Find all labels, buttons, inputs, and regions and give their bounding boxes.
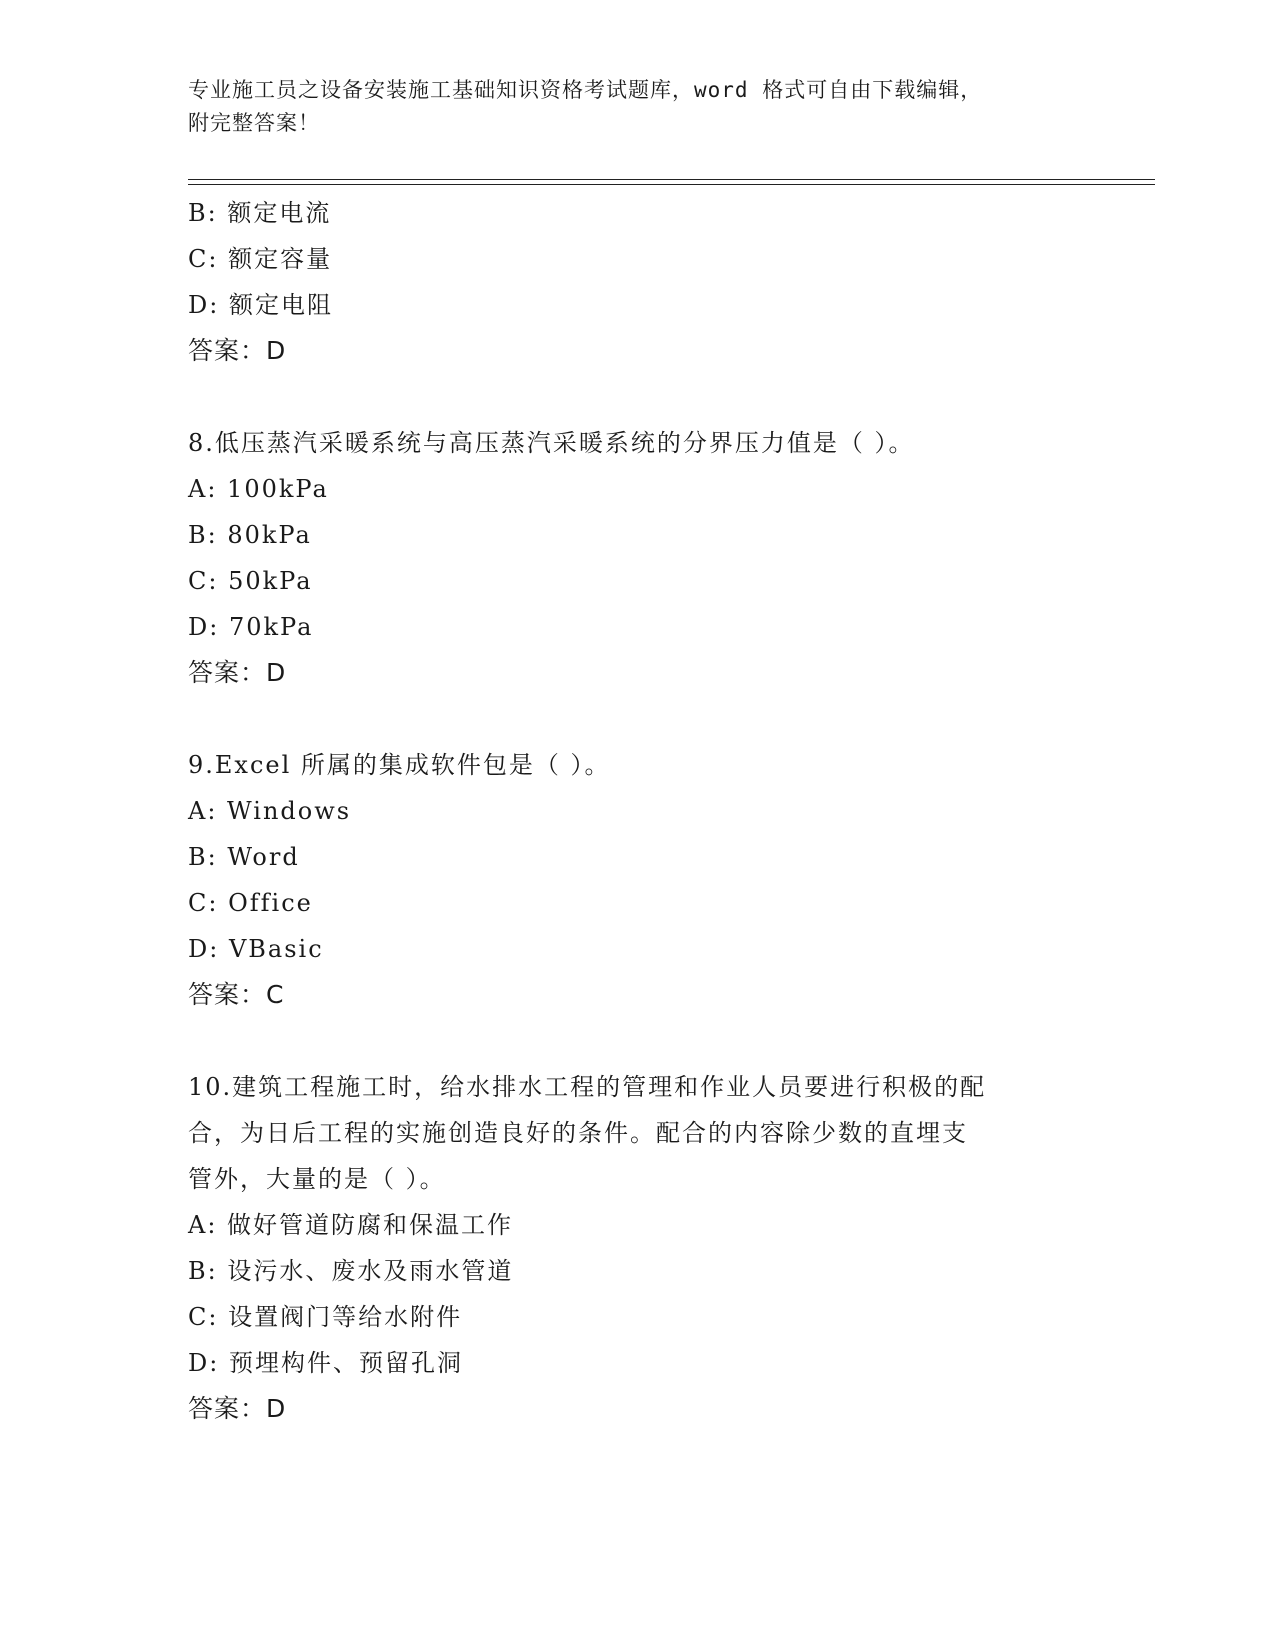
question-stem-line-3: 管外，大量的是（ ）。 — [188, 1165, 446, 1193]
option-b: B: Word — [188, 843, 300, 871]
option-c: C: 设置阀门等给水附件 — [188, 1303, 463, 1331]
option-a: A: 做好管道防腐和保温工作 — [188, 1211, 514, 1239]
question-9 — [188, 742, 1088, 1018]
answer-line: 答案：C — [188, 980, 285, 1009]
header-divider-bottom — [188, 184, 1155, 185]
question-8 — [188, 420, 1088, 696]
carryover-question — [188, 190, 1088, 374]
question-stem: 8.低压蒸汽采暖系统与高压蒸汽采暖系统的分界压力值是（ ）。 — [188, 429, 915, 457]
header-line-1: 专业施工员之设备安装施工基础知识资格考试题库，word 格式可自由下载编辑， — [188, 78, 983, 102]
question-stem-line-1: 10.建筑工程施工时，给水排水工程的管理和作业人员要进行积极的配 — [188, 1073, 987, 1101]
option-d: D: 额定电阻 — [188, 291, 333, 319]
question-stem-line-2: 合，为日后工程的实施创造良好的条件。配合的内容除少数的直埋支 — [188, 1119, 968, 1147]
option-c: C: 50kPa — [188, 567, 313, 595]
option-c: C: 额定容量 — [188, 245, 333, 273]
option-b: B: 80kPa — [188, 521, 312, 549]
header-divider-top — [188, 179, 1155, 180]
question-stem: 9.Excel 所属的集成软件包是（ ）。 — [188, 751, 611, 779]
document-header — [188, 74, 1088, 140]
option-b: B: 额定电流 — [188, 199, 332, 227]
option-d: D: 70kPa — [188, 613, 314, 641]
option-a: A: 100kPa — [188, 475, 329, 503]
answer-line: 答案：D — [188, 1394, 287, 1423]
option-b: B: 设污水、废水及雨水管道 — [188, 1257, 514, 1285]
question-content — [188, 190, 1088, 1432]
option-d: D: 预埋构件、预留孔洞 — [188, 1349, 463, 1377]
option-a: A: Windows — [188, 797, 352, 825]
answer-line: 答案：D — [188, 658, 287, 687]
option-c: C: Office — [188, 889, 313, 917]
question-10 — [188, 1064, 1088, 1432]
answer-line: 答案：D — [188, 336, 287, 365]
option-d: D: VBasic — [188, 935, 324, 963]
header-line-2: 附完整答案！ — [188, 111, 320, 135]
